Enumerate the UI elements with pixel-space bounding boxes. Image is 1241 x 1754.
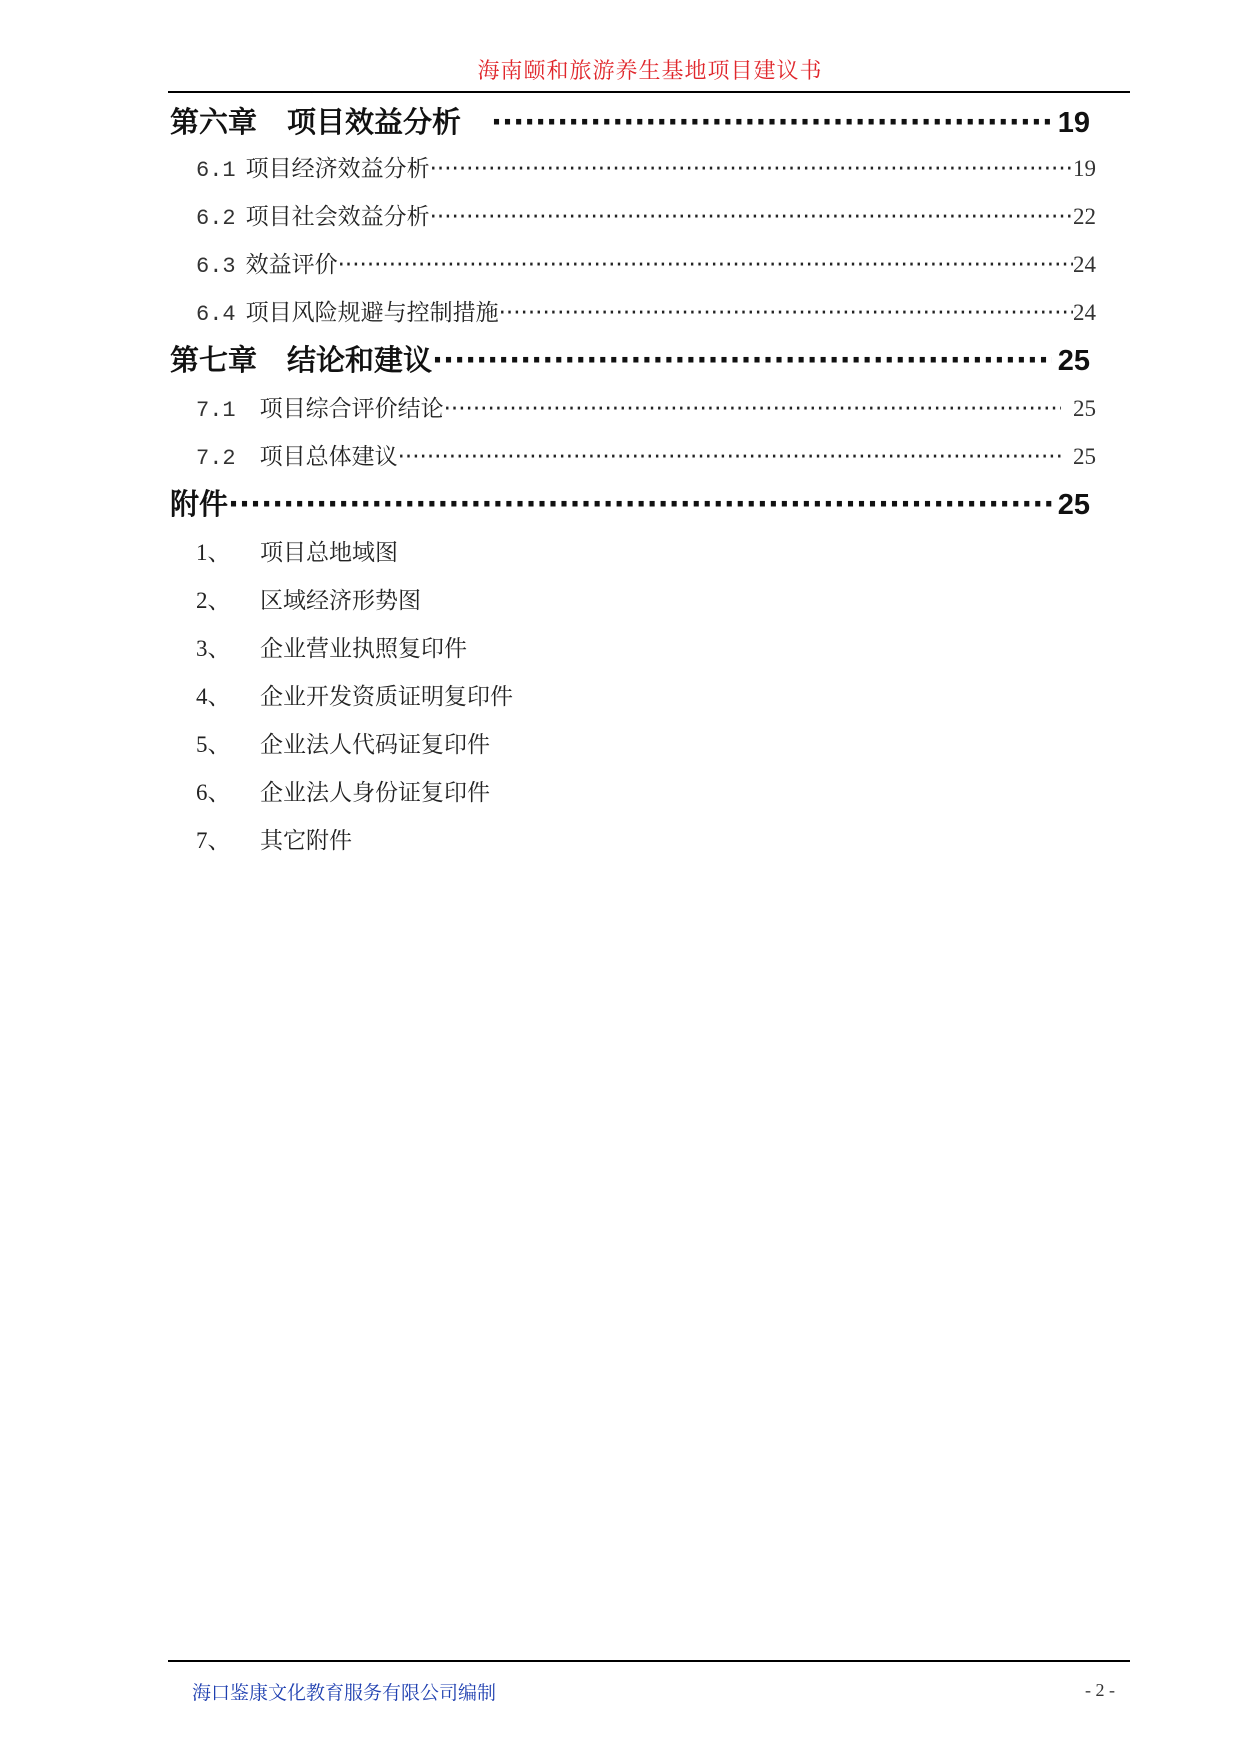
toc-leader xyxy=(444,396,1061,422)
appendix-item-title: 区域经济形势图 xyxy=(260,588,421,614)
toc-section-6-4[interactable] xyxy=(196,294,1096,327)
toc-section-number: 6.3 xyxy=(196,254,236,279)
appendix-item xyxy=(196,630,467,663)
toc-chapter-label: 第七章 xyxy=(170,343,258,377)
appendix-item xyxy=(196,582,421,615)
toc-page-number: 25 xyxy=(1057,345,1090,377)
footer-divider xyxy=(168,1660,1130,1662)
toc-leader xyxy=(491,105,1052,139)
toc-section-6-3[interactable] xyxy=(196,246,1096,279)
toc-leader xyxy=(398,444,1061,470)
appendix-item-title: 项目总地域图 xyxy=(260,540,398,566)
toc-page-number: 19 xyxy=(1057,107,1090,139)
toc-section-title: 项目总体建议 xyxy=(259,444,398,470)
header-divider xyxy=(168,91,1130,93)
toc-section-title: 项目社会效益分析 xyxy=(245,204,430,230)
toc-section-7-2[interactable] xyxy=(196,438,1096,471)
toc-chapter-label: 第六章 xyxy=(170,105,258,139)
toc-section-title: 效益评价 xyxy=(245,252,338,278)
footer-company: 海口鉴康文化教育服务有限公司编制 xyxy=(192,1682,497,1704)
toc-leader xyxy=(430,156,1073,182)
toc-section-number: 6.4 xyxy=(196,302,236,327)
toc-appendix-title: 附件 xyxy=(170,487,229,521)
document-header-title: 海南颐和旅游养生基地项目建议书 xyxy=(477,59,823,84)
appendix-item-number: 1、 xyxy=(196,540,231,565)
appendix-item-number: 2、 xyxy=(196,588,231,613)
appendix-item xyxy=(196,822,352,855)
appendix-item-title: 企业营业执照复印件 xyxy=(260,636,467,662)
toc-page-number: 19 xyxy=(1073,156,1096,181)
toc-page-number: 25 xyxy=(1073,396,1096,421)
toc-chapter-title: 结论和建议 xyxy=(287,343,433,377)
toc-chapter-7[interactable] xyxy=(170,338,1090,379)
footer-page-number: - 2 - xyxy=(1085,1680,1115,1700)
appendix-item-title: 企业法人代码证复印件 xyxy=(260,732,490,758)
toc-page-number: 22 xyxy=(1073,204,1096,229)
toc-page-number: 24 xyxy=(1073,252,1096,277)
toc-leader xyxy=(432,343,1052,377)
toc-page-number: 25 xyxy=(1073,444,1096,469)
toc-page-number: 25 xyxy=(1057,489,1090,521)
toc-appendix[interactable] xyxy=(170,482,1090,523)
appendix-item-number: 6、 xyxy=(196,780,231,805)
toc-section-6-2[interactable] xyxy=(196,198,1096,231)
toc-section-title: 项目经济效益分析 xyxy=(245,156,430,182)
appendix-item-number: 4、 xyxy=(196,684,231,709)
toc-section-number: 7.2 xyxy=(196,446,236,471)
toc-chapter-title: 项目效益分析 xyxy=(287,105,462,139)
appendix-item xyxy=(196,534,398,567)
toc-chapter-6[interactable] xyxy=(170,100,1090,141)
toc-section-number: 6.2 xyxy=(196,206,236,231)
toc-leader xyxy=(228,487,1052,521)
toc-section-7-1[interactable] xyxy=(196,390,1096,423)
appendix-item-title: 其它附件 xyxy=(260,828,352,854)
toc-section-number: 7.1 xyxy=(196,398,236,423)
toc-section-number: 6.1 xyxy=(196,158,236,183)
appendix-item-number: 3、 xyxy=(196,636,231,661)
appendix-item-title: 企业开发资质证明复印件 xyxy=(260,684,513,710)
appendix-item xyxy=(196,726,490,759)
appendix-item xyxy=(196,774,490,807)
toc-section-title: 项目综合评价结论 xyxy=(259,396,444,422)
appendix-item-title: 企业法人身份证复印件 xyxy=(260,780,490,806)
appendix-item-number: 7、 xyxy=(196,828,231,853)
toc-section-title: 项目风险规避与控制措施 xyxy=(245,300,499,326)
toc-page-number: 24 xyxy=(1073,300,1096,325)
appendix-item-number: 5、 xyxy=(196,732,231,757)
toc-section-6-1[interactable] xyxy=(196,150,1096,183)
toc-leader xyxy=(430,204,1073,230)
toc-leader xyxy=(338,252,1073,278)
toc-leader xyxy=(499,300,1073,326)
appendix-item xyxy=(196,678,513,711)
